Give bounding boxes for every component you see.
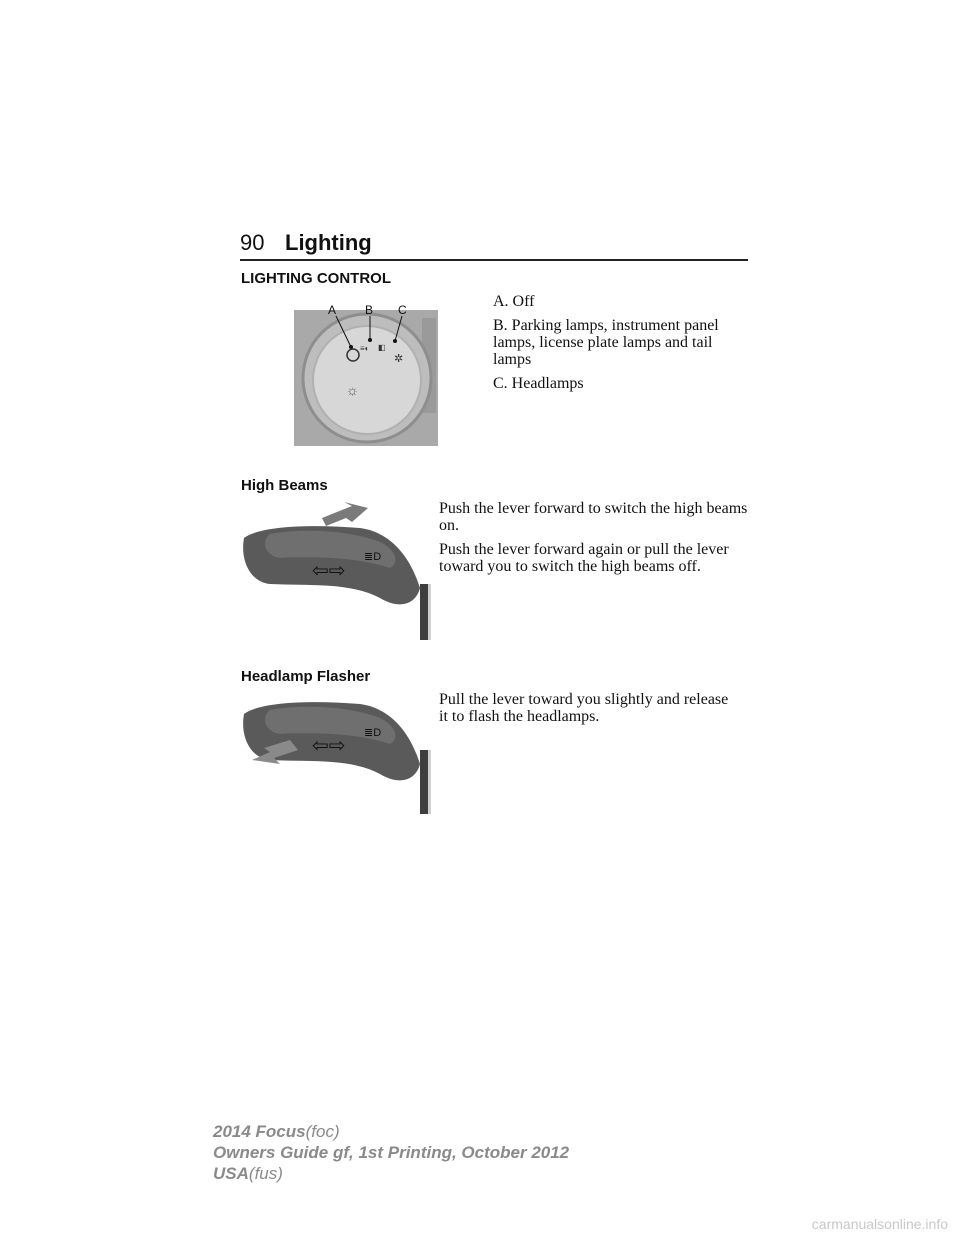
watermark: carmanualsonline.info xyxy=(811,1216,948,1232)
flasher-para-1: Pull the lever toward you slightly and release it to flash the headlamps. xyxy=(439,691,729,725)
footer-line-3: USA(fus) xyxy=(213,1164,283,1183)
callout-b: B xyxy=(365,303,374,317)
item-parking-lamps: B. Parking lamps, instrument panel lamps, license plate lamps and tail lamps xyxy=(493,317,719,368)
header-rule xyxy=(240,259,748,261)
turn-signal-arrows-icon: ⇦⇨ xyxy=(312,735,346,757)
chapter-title: Lighting xyxy=(285,230,372,255)
high-beams-para-2: Push the lever forward again or pull the lever toward you to switch the high beams off. xyxy=(439,541,729,575)
footer-line-2: Owners Guide gf, 1st Printing, October 2012 xyxy=(213,1143,570,1162)
headlamp-icon: ✲ xyxy=(394,353,404,365)
lighting-control-knob-illustration xyxy=(294,298,440,448)
push-forward-arrow-icon xyxy=(322,502,368,526)
high-beam-icon: ≣D xyxy=(364,551,382,563)
page-number: 90 xyxy=(240,230,265,255)
item-off: A. Off xyxy=(493,293,535,310)
high-beams-lever-illustration xyxy=(240,498,436,643)
high-beams-para-1: Push the lever forward to switch the high beams on. xyxy=(439,500,748,534)
high-beams-heading: High Beams xyxy=(241,477,328,494)
footer-line-1: 2014 Focus(foc) xyxy=(213,1122,340,1141)
high-beam-icon: ≣D xyxy=(364,727,382,739)
fog-lamp-icon: ◧ xyxy=(378,343,386,352)
turn-signal-arrows-icon: ⇦⇨ xyxy=(312,560,346,582)
item-headlamps: C. Headlamps xyxy=(493,375,584,392)
headlamp-flasher-heading: Headlamp Flasher xyxy=(241,668,371,685)
lighting-control-heading: LIGHTING CONTROL xyxy=(241,270,391,287)
callout-a: A xyxy=(328,303,337,317)
parking-lamp-icon: ≡◐ xyxy=(360,344,370,353)
headlamp-flasher-lever-illustration xyxy=(240,688,436,818)
callout-c: C xyxy=(398,303,407,317)
auto-lamp-icon: ☼ xyxy=(346,382,359,398)
